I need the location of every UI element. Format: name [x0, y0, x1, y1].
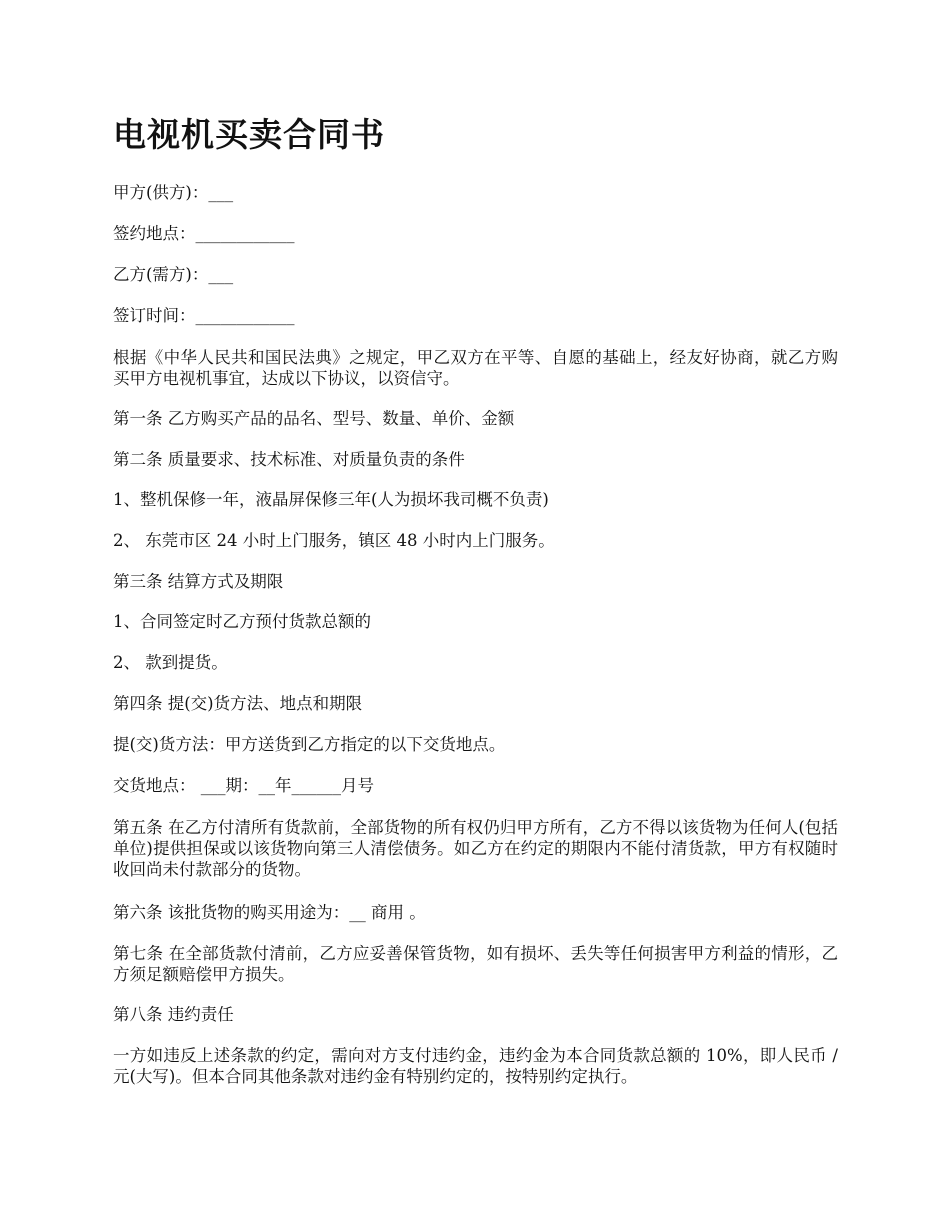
article-3-heading: 第三条 结算方式及期限 [113, 572, 284, 591]
article-1-heading: 第一条 乙方购买产品的品名、型号、数量、单价、金额 [113, 409, 515, 428]
article-5-paragraph: 第五条 在乙方付清所有货款前，全部货物的所有权仍归甲方所有，乙方不得以该货物为任何人(包括单位)提供担保或以该货物向第三人清偿债务。如乙方在约定的期限内不能付清货款，甲方有权随时收回尚未付款部分的货物。 [113, 818, 838, 879]
article-3-item-2: 2、 款到提货。 [113, 653, 228, 672]
signing-time-line: 签订时间：____________ [113, 306, 295, 325]
article-2-heading: 第二条 质量要求、技术标准、对质量负责的条件 [113, 450, 465, 469]
article-2-item-2: 2、 东莞市区 24 小时上门服务，镇区 48 小时内上门服务。 [113, 531, 555, 550]
article-7-paragraph: 第七条 在全部货款付清前，乙方应妥善保管货物，如有损坏、丢失等任何损害甲方利益的情形，乙方须足额赔偿甲方损失。 [113, 944, 838, 984]
delivery-place-line: 交货地点： ___期：__年______月号 [113, 776, 374, 795]
party-a-line: 甲方(供方)：___ [113, 183, 234, 202]
preamble-paragraph: 根据《中华人民共和国民法典》之规定，甲乙双方在平等、自愿的基础上，经友好协商，就乙方购买甲方电视机事宜，达成以下协议，以资信守。 [113, 348, 838, 388]
article-2-item-1: 1、整机保修一年，液晶屏保修三年(人为损坏我司概不负责) [113, 490, 549, 509]
party-b-line: 乙方(需方)：___ [113, 265, 234, 284]
document-title: 电视机买卖合同书 [113, 115, 385, 154]
article-4-heading: 第四条 提(交)货方法、地点和期限 [113, 694, 363, 713]
delivery-method-line: 提(交)货方法：甲方送货到乙方指定的以下交货地点。 [113, 735, 506, 754]
article-6-paragraph: 第六条 该批货物的购买用途为：__ 商用 。 [113, 903, 426, 922]
article-3-item-1: 1、合同签定时乙方预付货款总额的 [113, 612, 371, 631]
article-8-heading: 第八条 违约责任 [113, 1005, 234, 1024]
article-8-paragraph: 一方如违反上述条款的约定，需向对方支付违约金，违约金为本合同货款总额的 10%，即人民币 /元(大写)。但本合同其他条款对违约金有特别约定的，按特别约定执行。 [113, 1046, 838, 1086]
signing-place-line: 签约地点：____________ [113, 224, 295, 243]
